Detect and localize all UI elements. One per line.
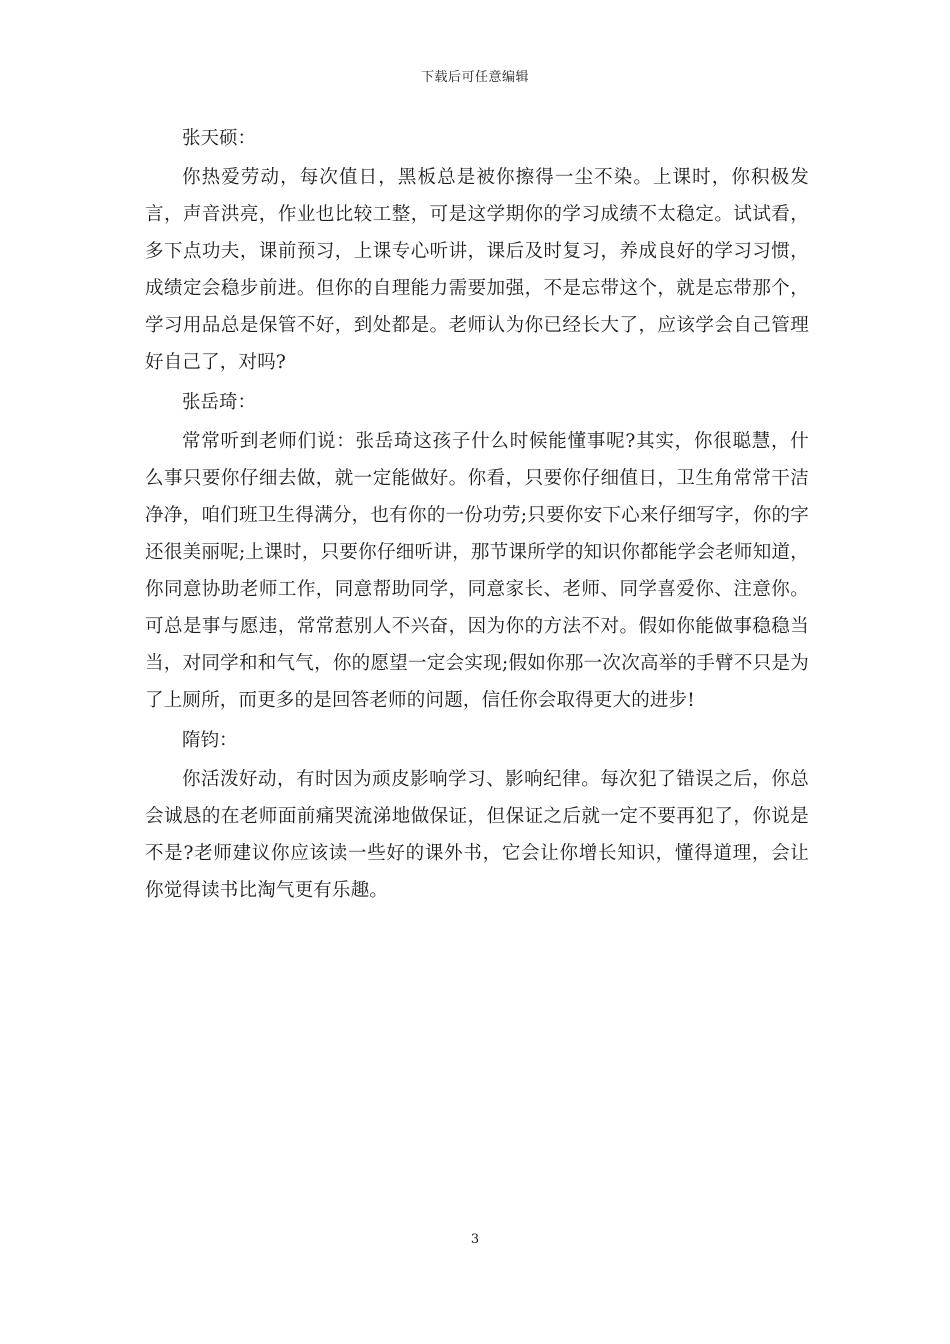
page-header: 下载后可任意编辑 [420,70,529,85]
document-body [145,120,809,912]
student-name: 隋钧： [182,730,238,751]
student-name: 张天硕： [182,128,257,149]
teacher-comment: 常常听到老师们说：张岳琦这孩子什么时候能懂事呢?其实，你很聪慧，什么事只要你仔细去做，就一定能做好。你看，只要你仔细值日，卫生角常常干洁净净，咱们班卫生得满分，也有你的一份功劳;只要你安下心来仔细写字，你的字还很美丽呢;上课时，只要你仔细听讲，那节课所学的知识你都能学会老师知道，你同意协助老师工作，同意帮助同学，同意家长、老师、同学喜爱你、注意你。可总是事与愿违，常常惹别人不兴奋，因为你的方法不对。假如你能做事稳稳当当，对同学和和气气，你的愿望一定会实现;假如你那一次次高举的手臂不只是为了上厕所，而更多的是回答老师的问题，信任你会取得更大的进步! [145,431,809,711]
page-number: 3 [470,1232,480,1247]
student-name: 张岳琦： [182,392,257,413]
teacher-comment: 你热爱劳动，每次值日，黑板总是被你擦得一尘不染。上课时，你积极发言，声音洪亮，作业也比较工整，可是这学期你的学习成绩不太稳定。试试看，多下点功夫，课前预习，上课专心听讲，课后及时复习，养成良好的学习习惯，成绩定会稳步前进。但你的自理能力需要加强，不是忘带这个，就是忘带那个，学习用品总是保管不好，到处都是。老师认为你已经长大了，应该学会自己管理好自己了，对吗? [145,167,809,373]
teacher-comment: 你活泼好动，有时因为顽皮影响学习、影响纪律。每次犯了错误之后，你总会诚恳的在老师面前痛哭流涕地做保证，但保证之后就一定不要再犯了，你说是不是?老师建议你应该读一些好的课外书，它会让你增长知识，懂得道理，会让你觉得读书比淘气更有乐趣。 [145,769,809,901]
